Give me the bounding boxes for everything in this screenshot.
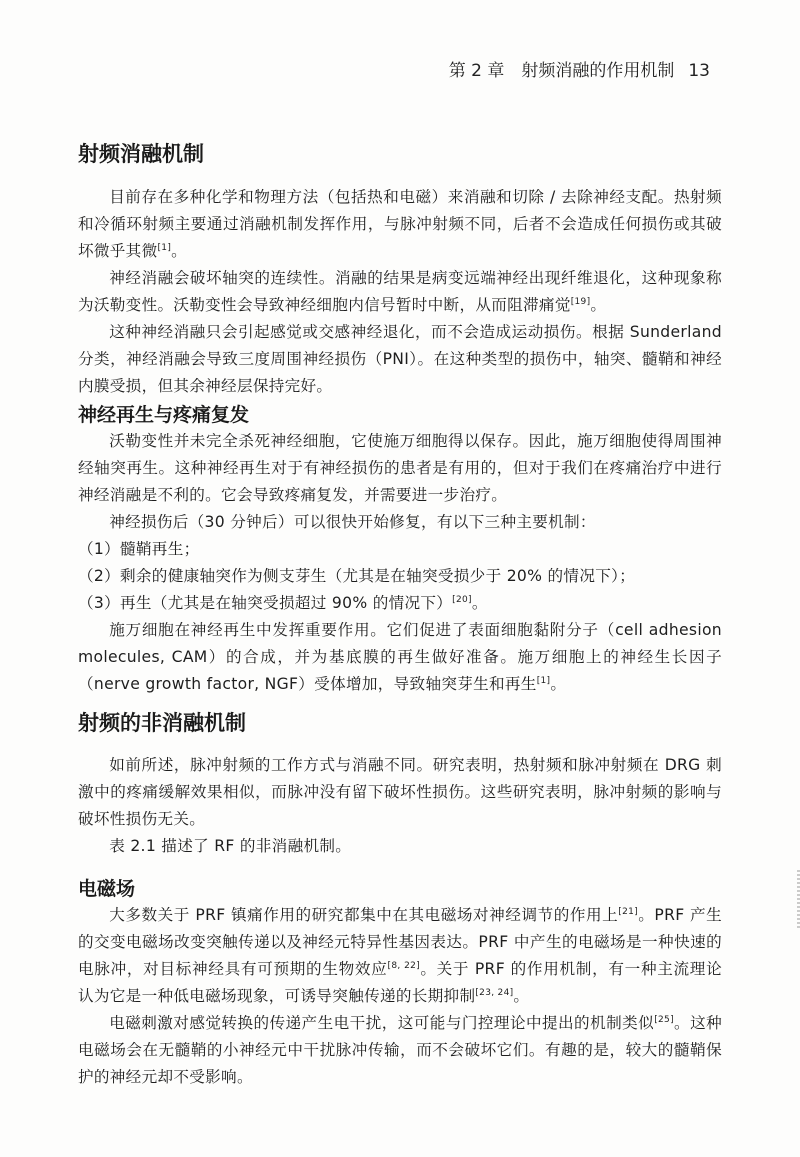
section-title-rf-ablation: 射频消融机制 — [78, 142, 204, 166]
paragraph: 电磁刺激对感觉转换的传递产生电干扰，这可能与门控理论中提出的机制类似[25]。这种电磁场会在无髓鞘的小神经元中干扰脉冲传输，而不会破坏它们。有趣的是，较大的髓鞘保护的神经元却不受影响。 — [78, 1014, 722, 1086]
chapter-title: 第 2 章 射频消融的作用机制 — [448, 61, 675, 81]
section-regeneration-body — [78, 428, 722, 698]
citation: [1] — [536, 676, 551, 686]
paragraph: 大多数关于 PRF 镇痛作用的研究都集中在其电磁场对神经调节的作用上[21]。PRF 产生的交变电磁场改变突触传递以及神经元特异性基因表达。PRF 中产生的电磁场是一种快速的电脉冲，对目标神经具有可预期的生物效应[8, 22]。关于 PRF 的作用机制，有一种主流理论认为它是一种低电磁场现象，可诱导突触传递的长期抑制[23, 24]。 — [78, 906, 723, 1005]
list-item: （1）髓鞘再生； — [78, 540, 200, 558]
section-electromagnetic-body — [78, 902, 722, 1091]
section-rf-ablation-body — [78, 184, 722, 400]
citation: [25] — [654, 1015, 674, 1025]
list-item: （2）剩余的健康轴突作为侧支芽生（尤其是在轴突受损少于 20% 的情况下）； — [78, 567, 636, 585]
paragraph: 表 2.1 描述了 RF 的非消融机制。 — [109, 837, 352, 855]
paragraph: 神经损伤后（30 分钟后）可以很快开始修复，有以下三种主要机制： — [109, 513, 596, 531]
paragraph: 施万细胞在神经再生中发挥重要作用。它们促进了表面细胞黏附分子（cell adhesion molecules, CAM）的合成，并为基底膜的再生做好准备。施万细胞上的神经生长因子（nerve growth factor, NGF）受体增加，导致轴突芽生和再生[1]。 — [78, 621, 722, 693]
section-title-regeneration: 神经再生与疼痛复发 — [78, 404, 250, 426]
list-item: （3）再生（尤其是在轴突受损超过 90% 的情况下）[20]。 — [78, 594, 488, 612]
citation: [21] — [618, 907, 638, 917]
paragraph: 沃勒变性并未完全杀死神经细胞，它使施万细胞得以保存。因此，施万细胞使得周围神经轴突再生。这种神经再生对于有神经损伤的患者是有用的，但对于我们在疼痛治疗中进行神经消融是不利的。它会导致疼痛复发，并需要进一步治疗。 — [78, 432, 722, 504]
citation: [23, 24] — [475, 988, 514, 998]
citation: [1] — [157, 243, 172, 253]
page-number: 13 — [688, 61, 710, 81]
paragraph: 如前所述，脉冲射频的工作方式与消融不同。研究表明，热射频和脉冲射频在 DRG 刺激中的疼痛缓解效果相似，而脉冲没有留下破坏性损伤。这些研究表明，脉冲射频的影响与破坏性损伤无关。 — [78, 756, 722, 828]
running-header — [449, 56, 710, 81]
paragraph: 目前存在多种化学和物理方法（包括热和电磁）来消融和切除 / 去除神经支配。热射频和冷循环射频主要通过消融机制发挥作用，与脉冲射频不同，后者不会造成任何损伤或其破坏微乎其微[1]。 — [78, 188, 722, 260]
section-title-non-ablation: 射频的非消融机制 — [78, 711, 246, 735]
paragraph: 神经消融会破坏轴突的连续性。消融的结果是病变远端神经出现纤维退化，这种现象称为沃勒变性。沃勒变性会导致神经细胞内信号暂时中断，从而阻滞痛觉[19]。 — [78, 269, 722, 314]
citation: [19] — [570, 297, 591, 307]
section-non-ablation-body — [78, 752, 722, 860]
citation: [20] — [452, 595, 472, 605]
section-title-electromagnetic: 电磁场 — [78, 878, 136, 900]
citation: [8, 22] — [387, 961, 420, 971]
paragraph: 这种神经消融只会引起感觉或交感神经退化，而不会造成运动损伤。根据 Sunderland 分类，神经消融会导致三度周围神经损伤（PNI）。在这种类型的损伤中，轴突、髓鞘和神经内膜受损，但其余神经层保持完好。 — [78, 323, 722, 395]
